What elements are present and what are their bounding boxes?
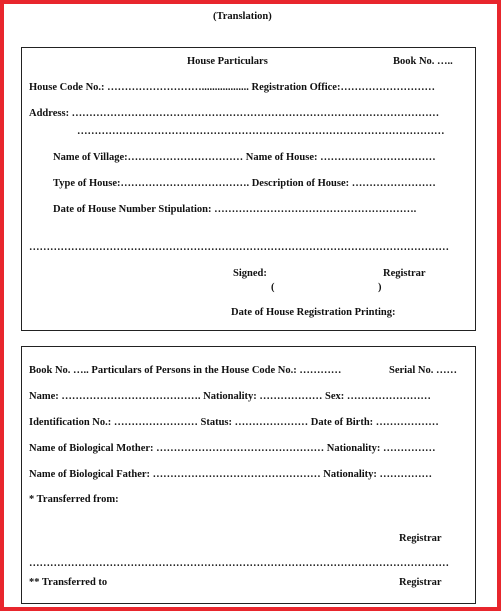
signed-label: Signed: [233, 268, 267, 279]
printing-date-label: Date of House Registration Printing: [231, 307, 396, 318]
person-registrar-label-2: Registrar [399, 577, 442, 588]
person-dotted-line: ………………………………………………………………………………………………………… [29, 558, 449, 569]
house-type-line: Type of House:………………………………. Description of House: …………………… [53, 178, 436, 189]
house-book-no: Book No. ….. [393, 56, 453, 67]
house-particulars-heading: House Particulars [187, 56, 268, 67]
mother-line: Name of Biological Mother: ………………………………………… Nationality: …………… [29, 443, 436, 454]
id-status-dob-line: Identification No.: …………………… Status: ………………… Date of Birth: ……………… [29, 417, 439, 428]
house-code-line: House Code No.: ……………………….................. Registration Office:……………………… [29, 82, 435, 93]
serial-no: Serial No. …… [389, 365, 457, 376]
page-title: (Translation) [213, 11, 272, 22]
stipulation-date-line: Date of House Number Stipulation: …………………………………………………. [53, 204, 417, 215]
address-line-1: Address: …………………………………………………………………………………………… [29, 108, 440, 119]
father-line: Name of Biological Father: ………………………………………… Nationality: …………… [29, 469, 433, 480]
signature-paren-close: ) [378, 282, 382, 293]
address-line-2: …………………………………………………………………………………………… [77, 126, 445, 137]
village-house-name-line: Name of Village:…………………………… Name of House: …………………………… [53, 152, 436, 163]
person-book-line: Book No. ….. Particulars of Persons in the House Code No.: ………… [29, 365, 342, 376]
signature-paren-open: ( [271, 282, 275, 293]
transferred-from-label: * Transferred from: [29, 494, 119, 505]
name-nationality-sex-line: Name: …………………………………. Nationality: ……………… Sex: …………………… [29, 391, 431, 402]
transferred-to-label: ** Transferred to [29, 577, 108, 588]
person-registrar-label-1: Registrar [399, 533, 442, 544]
house-dotted-line: ………………………………………………………………………………………………………… [29, 242, 449, 253]
house-registrar-label: Registrar [383, 268, 426, 279]
